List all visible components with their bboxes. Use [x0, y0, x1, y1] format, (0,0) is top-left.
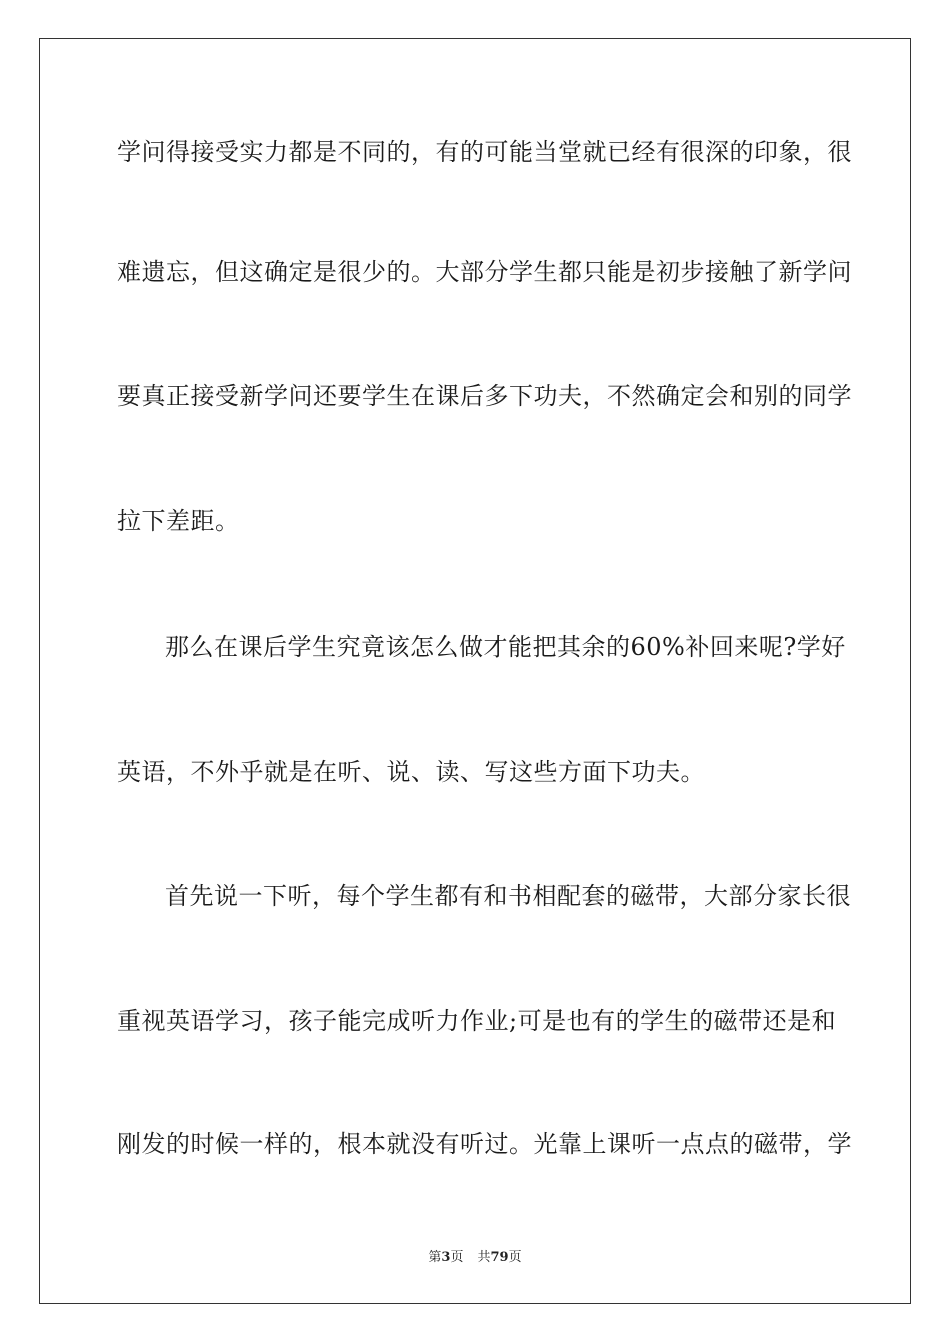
- page-prefix: 第: [428, 1250, 442, 1265]
- page-number: 3: [441, 1250, 451, 1265]
- paragraph-1-line-3: 要真正接受新学问还要学生在课后多下功夫，不然确定会和别的同学: [117, 382, 852, 410]
- total-prefix: 共: [477, 1250, 491, 1265]
- paragraph-2-line-1: 那么在课后学生究竟该怎么做才能把其余的60%补回来呢?学好: [165, 633, 846, 661]
- paragraph-3-line-3: 刚发的时候一样的，根本就没有听过。光靠上课听一点点的磁带，学: [117, 1130, 852, 1158]
- paragraph-1-line-2: 难遗忘，但这确定是很少的。大部分学生都只能是初步接触了新学问: [117, 258, 852, 286]
- total-suffix: 页: [508, 1250, 522, 1265]
- paragraph-3-line-1: 首先说一下听，每个学生都有和书相配套的磁带，大部分家长很: [165, 882, 851, 910]
- paragraph-1-line-1: 学问得接受实力都是不同的，有的可能当堂就已经有很深的印象，很: [117, 138, 852, 166]
- total-pages: 79: [490, 1250, 509, 1265]
- page-footer: [0, 1246, 950, 1265]
- paragraph-1-line-4: 拉下差距。: [117, 507, 240, 535]
- page-border: [39, 38, 911, 1304]
- paragraph-3-line-2: 重视英语学习，孩子能完成听力作业;可是也有的学生的磁带还是和: [117, 1007, 837, 1035]
- paragraph-2-line-2: 英语，不外乎就是在听、说、读、写这些方面下功夫。: [117, 758, 705, 786]
- page-suffix: 页: [450, 1250, 464, 1265]
